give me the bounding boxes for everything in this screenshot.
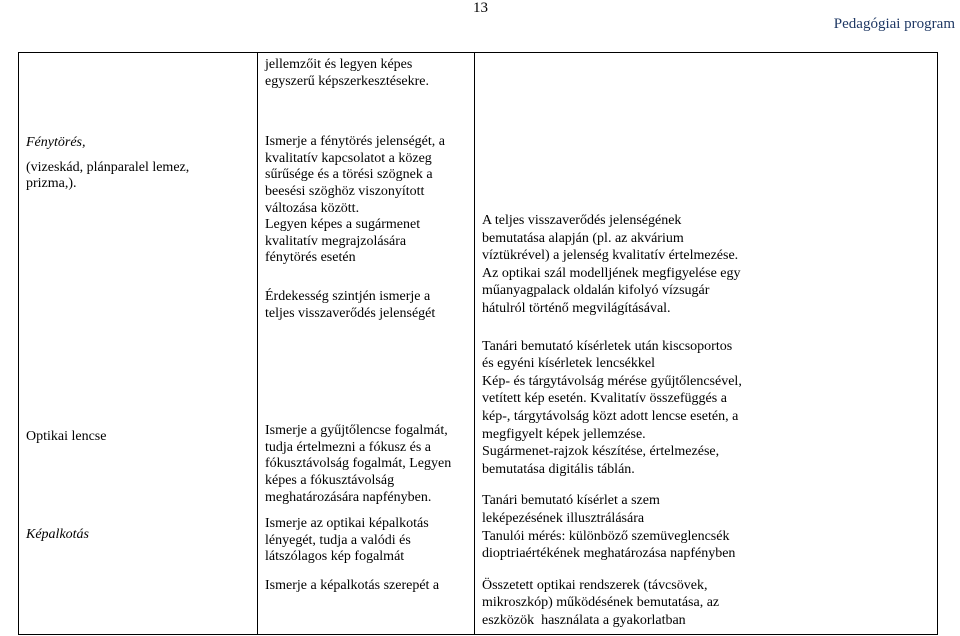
column-divider-2 xyxy=(474,52,475,634)
requirement-line: egyszerű képszerkesztésekre. xyxy=(265,73,430,89)
requirement-line: Legyen képes a sugármenet xyxy=(265,217,421,233)
activity-line: vetített kép esetén. Kvalitatív összefüggés a xyxy=(482,391,727,407)
activity-line: hátulról történő megvilágításával. xyxy=(482,300,671,316)
requirement-line: változása között. xyxy=(265,200,360,216)
requirement-line: kvalitatív kapcsolatot a közeg xyxy=(265,150,432,166)
activity-line: bemutatása alapján (pl. az akvárium xyxy=(482,230,684,246)
requirement-line: Ismerje a képalkotás szerepét a xyxy=(265,577,440,593)
requirement-line: tudja értelmezni a fókusz és a xyxy=(265,439,431,455)
requirement-line: képes a fókusztávolság xyxy=(265,472,395,488)
requirement-line: kvalitatív megrajzolására xyxy=(265,233,407,249)
table-left-border xyxy=(18,52,19,634)
activity-line: megfigyelt képek jellemzése. xyxy=(482,426,646,442)
activity-line: és egyéni kísérletek lencsékkel xyxy=(482,356,655,372)
col3-activities xyxy=(482,212,742,629)
requirement-line: Ismerje az optikai képalkotás xyxy=(265,516,429,532)
activity-line: Az optikai szál modelljének megfigyelése egy xyxy=(482,265,741,281)
activity-line: dioptriaértékének meghatározása napfényben xyxy=(482,546,736,562)
requirement-line: Ismerje a fénytörés jelenségét, a xyxy=(265,134,445,150)
table-right-border xyxy=(937,52,938,634)
activity-line: műanyagpalack oldalán kifolyó vízsugár xyxy=(482,283,710,299)
activity-line: mikroszkóp) működésének bemutatása, az xyxy=(482,595,720,611)
requirement-line: teljes visszaverődés jelenségét xyxy=(265,305,436,321)
requirement-line: lényegét, tudja a valódi és xyxy=(265,532,411,548)
col2-requirements xyxy=(265,57,451,594)
requirement-line: fénytörés esetén xyxy=(265,250,356,266)
requirement-line: sűrűsége és a törési szögnek a xyxy=(265,167,433,183)
fenytores-topic-line: (vizeskád, plánparalel lemez, xyxy=(26,159,190,175)
requirement-line: Ismerje a gyűjtőlencse fogalmát, xyxy=(265,423,448,439)
activity-line: Tanulói mérés: különböző szemüveglencsék xyxy=(482,528,730,544)
activity-line: eszközök használata a gyakorlatban xyxy=(482,612,686,628)
activity-line: Összetett optikai rendszerek (távcsövek, xyxy=(482,577,708,593)
activity-line: bemutatása digitális táblán. xyxy=(482,461,635,477)
activity-line: Tanári bemutató kísérletek után kiscsoportos xyxy=(482,338,733,354)
activity-line: Sugármenet-rajzok készítése, értelmezése, xyxy=(482,444,720,460)
activity-line: leképezésének illusztrálására xyxy=(482,510,645,526)
table-top-border xyxy=(18,52,938,53)
column-divider-1 xyxy=(257,52,258,634)
requirement-line: Érdekesség szintjén ismerje a xyxy=(265,288,431,304)
activity-line: víztükrével) a jelenség kvalitatív értelmezése. xyxy=(482,248,739,264)
fenytores-topic-title: Fénytörés, xyxy=(26,135,86,150)
activity-line: kép-, tárgytávolság közt adott lencse esetén, a xyxy=(482,408,739,424)
fenytores-topic-line: prizma,). xyxy=(26,176,77,192)
program-title: Pedagógiai program xyxy=(833,16,955,32)
table-bottom-border xyxy=(18,634,938,635)
requirement-line: látszólagos kép fogalmát xyxy=(265,549,405,565)
activity-line: Kép- és tárgytávolság mérése gyűjtőlencsével, xyxy=(482,373,742,389)
activity-line: A teljes visszaverődés jelenségének xyxy=(482,213,682,228)
requirement-line: fókusztávolság fogalmát, Legyen xyxy=(265,456,452,472)
kepalkotas-topic: Képalkotás xyxy=(26,527,89,542)
requirement-line: meghatározására napfényben. xyxy=(265,489,432,505)
activity-line: Tanári bemutató kísérlet a szem xyxy=(482,493,660,509)
requirement-line: beesési szöghöz viszonyított xyxy=(265,183,425,199)
requirement-line: jellemzőit és legyen képes xyxy=(265,57,413,72)
optikai-lencse-topic: Optikai lencse xyxy=(26,429,107,444)
col1-fenytores-cell xyxy=(26,135,189,193)
page-number: 13 xyxy=(473,0,488,16)
